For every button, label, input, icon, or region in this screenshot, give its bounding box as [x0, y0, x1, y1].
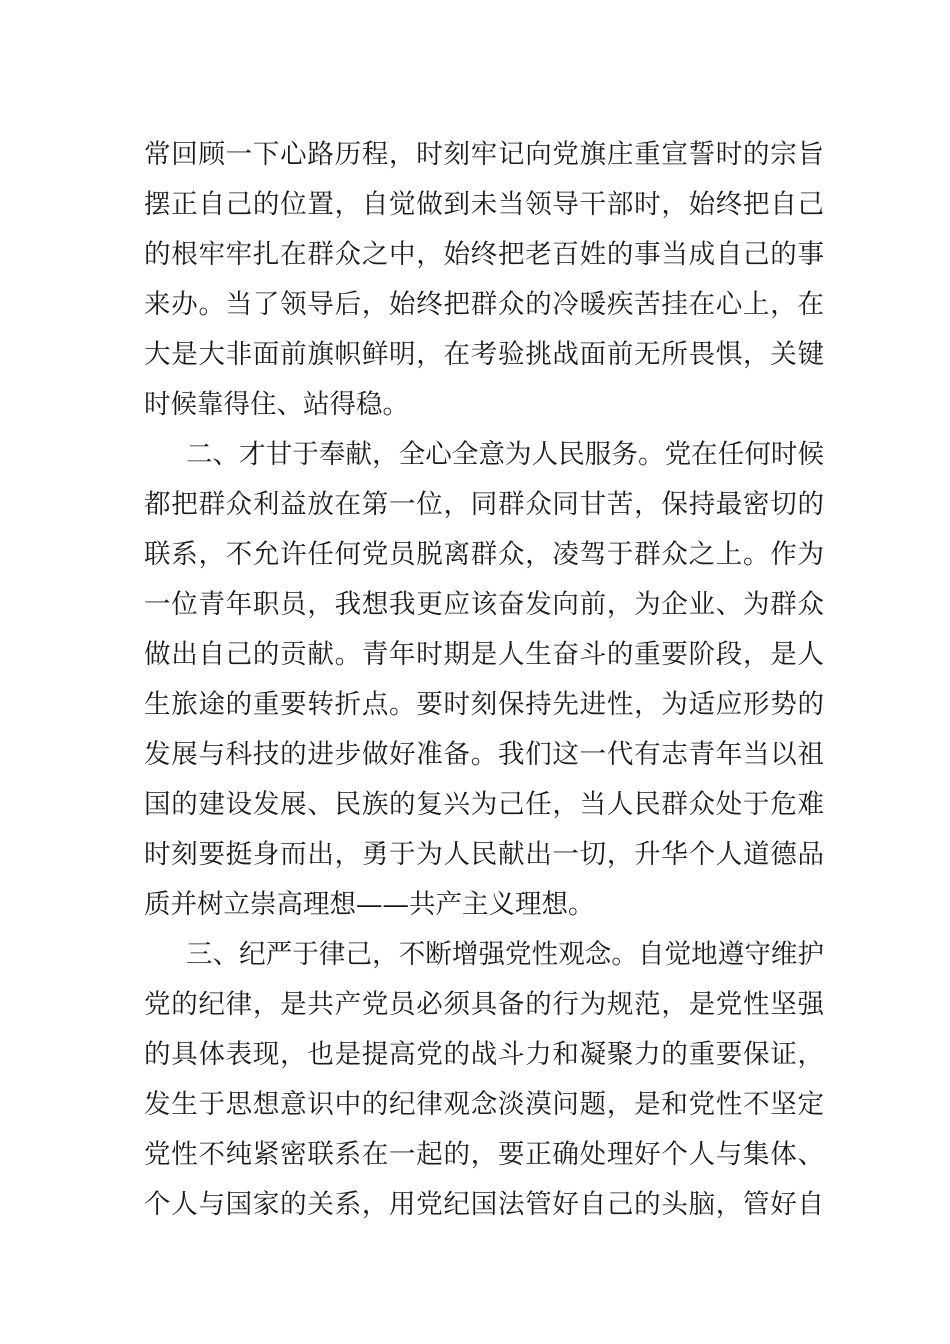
text-line: 生旅途的重要转折点。要时刻保持先进性，为适应形势的	[144, 689, 824, 720]
text-line: 一位青年职员，我想我更应该奋发向前，为企业、为群众	[144, 589, 824, 620]
body-text	[144, 130, 824, 1230]
text-line: 的具体表现，也是提高党的战斗力和凝聚力的重要保证，	[144, 1039, 824, 1070]
section-heading-line: 二、才甘于奉献，全心全意为人民服务。党在任何时候	[186, 439, 824, 470]
text-line: 发展与科技的进步做好准备。我们这一代有志青年当以祖	[144, 739, 824, 770]
text-line: 国的建设发展、民族的复兴为己任，当人民群众处于危难	[144, 789, 824, 820]
text-line: 做出自己的贡献。青年时期是人生奋斗的重要阶段，是人	[144, 639, 824, 670]
text-line: 摆正自己的位置，自觉做到未当领导干部时，始终把自己	[144, 189, 824, 220]
section-heading-line: 三、纪严于律己，不断增强党性观念。自觉地遵守维护	[186, 939, 824, 970]
text-line: 质并树立崇高理想——共产主义理想。	[144, 889, 595, 920]
text-line: 时候靠得住、站得稳。	[144, 389, 409, 420]
text-line: 大是大非面前旗帜鲜明，在考验挑战面前无所畏惧，关键	[144, 339, 824, 370]
text-line: 时刻要挺身而出，勇于为人民献出一切，升华个人道德品	[144, 839, 824, 870]
text-line: 党的纪律，是共产党员必须具备的行为规范，是党性坚强	[144, 989, 824, 1020]
text-line: 个人与国家的关系，用党纪国法管好自己的头脑，管好自	[144, 1189, 824, 1220]
text-line: 发生于思想意识中的纪律观念淡漠问题，是和党性不坚定	[144, 1089, 824, 1120]
text-line: 的根牢牢扎在群众之中，始终把老百姓的事当成自己的事	[144, 239, 824, 270]
text-line: 都把群众利益放在第一位，同群众同甘苦，保持最密切的	[144, 489, 824, 520]
text-line: 常回顾一下心路历程，时刻牢记向党旗庄重宣誓时的宗旨	[144, 139, 824, 170]
text-line: 党性不纯紧密联系在一起的，要正确处理好个人与集体、	[144, 1139, 824, 1170]
text-line: 联系，不允许任何党员脱离群众，凌驾于群众之上。作为	[144, 539, 824, 570]
text-line: 来办。当了领导后，始终把群众的冷暖疾苦挂在心上，在	[144, 289, 824, 320]
